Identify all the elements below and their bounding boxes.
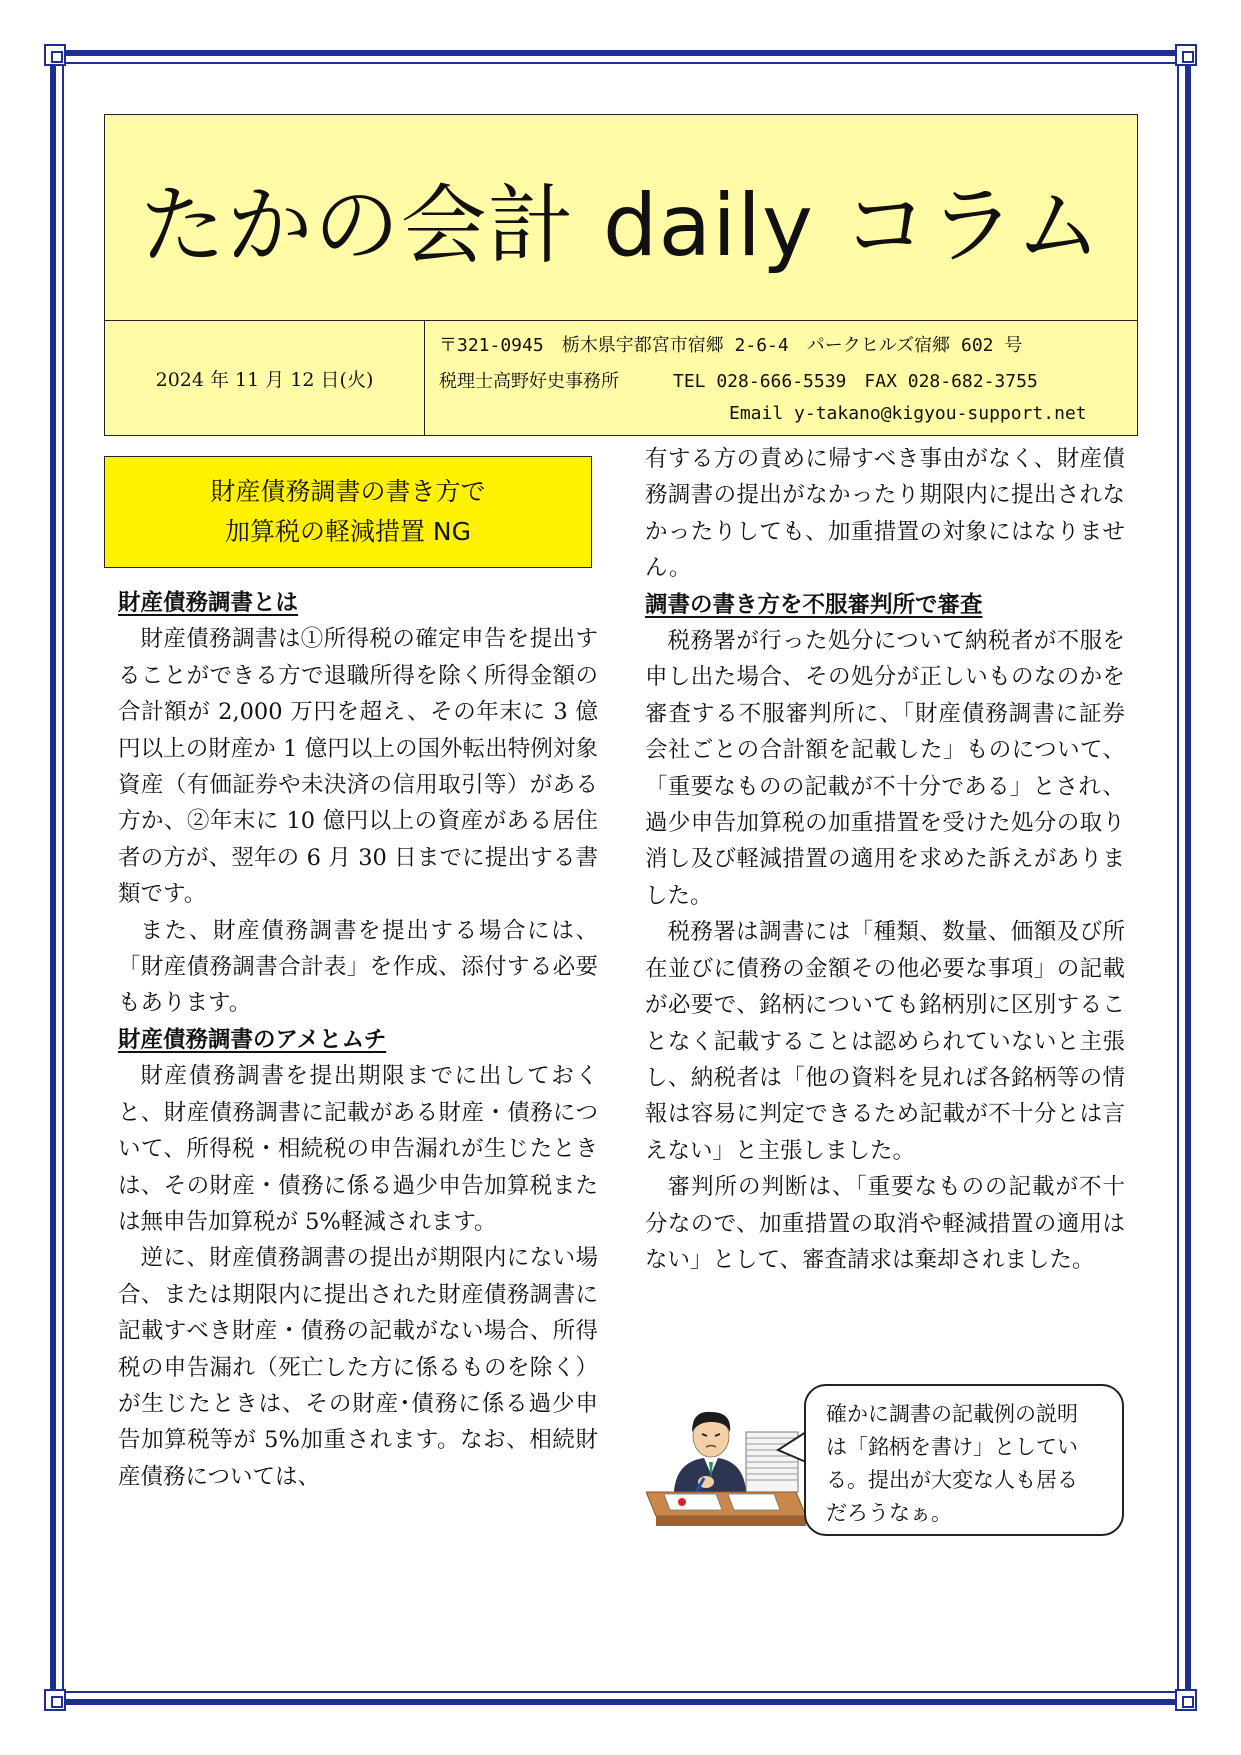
person-at-desk-icon xyxy=(646,1400,806,1540)
issue-date: 2024 年 11 月 12 日(火) xyxy=(105,321,425,435)
bubble-line: 確かに調書の記載例の説明 xyxy=(826,1402,1078,1426)
office-contact: 税理士高野好史事務所 TEL 028-666-5539 FAX 028-682-3755 xyxy=(439,371,1038,392)
frame-corner-ornament xyxy=(44,44,66,66)
article-column-right xyxy=(645,441,1125,1278)
section-heading: 財産債務調書のアメとムチ xyxy=(118,1026,387,1053)
office-info xyxy=(425,321,1137,435)
headline-line-2: 加算税の軽減措置 NG xyxy=(224,517,472,546)
office-address: 〒321-0945 栃木県宇都宮市宿郷 2-6-4 パークヒルズ宿郷 602 号 xyxy=(439,335,1023,356)
frame-corner-ornament xyxy=(44,1689,66,1711)
bubble-line: る。提出が大変な人も居る xyxy=(826,1468,1078,1492)
headline-line-1: 財産債務調書の書き方で xyxy=(210,477,486,506)
paragraph: 税務署が行った処分について納税者が不服を申し出た場合、その処分が正しいものなのかを審査する不服審判所に、「財産債務調書に証券会社ごとの合計額を記載した」ものについて、「重要なものの記載が不十分である」とされ、過少申告加算税の加重措置を受けた処分の取り消し及び軽減措置の適用を求めた訴えがありました。 xyxy=(645,628,1125,909)
frame-corner-ornament xyxy=(1175,44,1197,66)
article-column-left xyxy=(118,585,598,1495)
paragraph-continued: 有する方の責めに帰すべき事由がなく、財産債務調書の提出がなかったり期限内に提出されなかったりしても、加重措置の対象にはなりません。 xyxy=(645,446,1125,582)
newsletter-title: たかの会計 daily コラム xyxy=(105,115,1137,321)
section-heading: 財産債務調書とは xyxy=(118,590,299,616)
section-heading: 調書の書き方を不服審判所で審査 xyxy=(645,591,983,618)
paragraph: 逆に、財産債務調書の提出が期限内にない場合、または期限内に提出された財産債務調書に記載すべき財産・債務の記載がない場合、所得税の申告漏れ（死亡した方に係るものを除く）が生じたときは、その財産･債務に係る過少申告加算税等が 5%加重されます。なお、相続財産債務については、 xyxy=(118,1245,598,1490)
bubble-line: だろうなぁ。 xyxy=(826,1501,952,1525)
bubble-line: は「銘柄を書け」としてい xyxy=(826,1435,1078,1459)
paragraph: 財産債務調書を提出期限までに出しておくと、財産債務調書に記載がある財産・債務について、所得税・相続税の申告漏れが生じたときは、その財産・債務に係る過少申告加算税または無申告加算税が 5%軽減されます。 xyxy=(118,1063,598,1235)
paragraph: 財産債務調書は①所得税の確定申告を提出することができる方で退職所得を除く所得金額の合計額が 2,000 万円を超え、その年末に 3 億円以上の財産か 1 億円以上の国外転出特例対象資産（有価証券や未決済の信用取引等）がある方か、②年末に 10 億円以上の資産がある居住者の方が、翌年の 6 月 30 日までに提出する書類です。 xyxy=(118,626,598,908)
newsletter-header xyxy=(104,114,1138,436)
paragraph: また、財産債務調書を提出する場合には、「財産債務調書合計表」を作成、添付する必要もあります。 xyxy=(118,917,598,1017)
frame-corner-ornament xyxy=(1175,1689,1197,1711)
article-headline xyxy=(104,456,592,568)
office-email: Email y-takano@kigyou-support.net xyxy=(729,403,1087,424)
paragraph: 審判所の判断は、「重要なものの記載が不十分なので、加重措置の取消や軽減措置の適用はない」として、審査請求は棄却されました。 xyxy=(645,1174,1125,1273)
paragraph: 税務署は調書には「種類、数量、価額及び所在並びに債務の金額その他必要な事項」の記載が必要で、銘柄についても銘柄別に区別することなく記載することは認められていないと主張し、納税者は「他の資料を見れば各銘柄等の情報は容易に判定できるため記載が不十分とは言えない」と主張しました。 xyxy=(645,919,1125,1164)
speech-bubble xyxy=(804,1384,1124,1536)
